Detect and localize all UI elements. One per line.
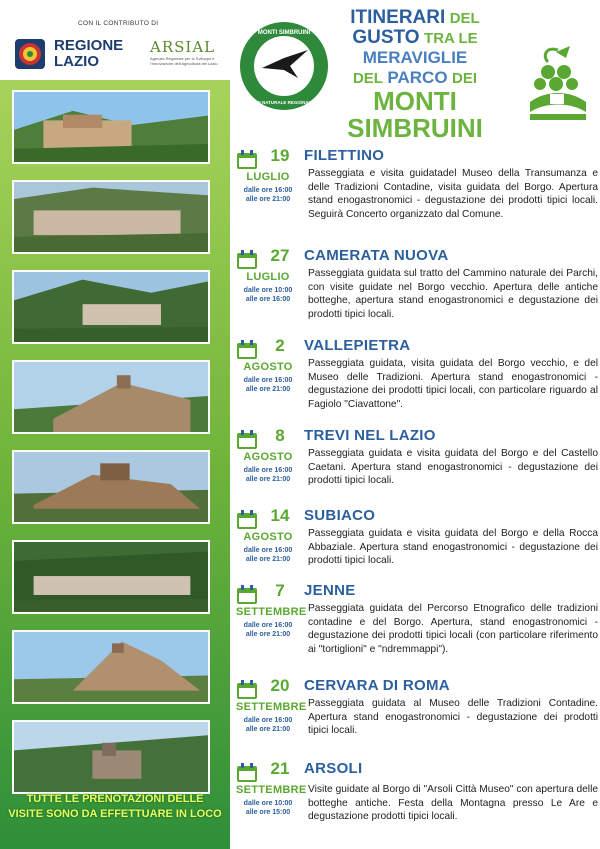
event-place: FILETTINO — [304, 147, 385, 164]
village-photo — [12, 90, 210, 164]
region-line1: REGIONE — [54, 37, 124, 54]
event-time-start: dalle ore 10:00 — [243, 287, 293, 294]
title-word: ITINERARI — [350, 7, 446, 28]
event-month: AGOSTO — [243, 531, 293, 543]
event-time-start: dalle ore 16:00 — [243, 717, 293, 724]
title-word: GUSTO — [352, 27, 420, 48]
booking-note — [0, 792, 230, 822]
event-time-end: alle ore 21:00 — [245, 631, 291, 638]
event-description: Passeggiata guidata e visita guidata del Borgo e della Rocca Abbaziale. Apertura stand enogastronomici - degustazione dei prodotti tipici locali. — [308, 528, 598, 566]
title-word: PARCO — [387, 68, 448, 87]
event-time-start: dalle ore 16:00 — [243, 377, 293, 384]
event-month: AGOSTO — [243, 451, 293, 463]
event-time — [236, 466, 300, 484]
region-line2: LAZIO — [54, 53, 99, 70]
page-title — [300, 8, 530, 142]
title-word: TRA LE — [424, 30, 478, 47]
title-word: SIMBRUINI — [347, 113, 483, 143]
park-logo-side-text: PARCO NATURALE REGIONALE DEI — [244, 100, 324, 105]
regione-lazio-name — [54, 38, 123, 70]
park-logo-top-text: MONTI SIMBRUINI — [257, 30, 311, 36]
calendar-icon — [236, 150, 258, 170]
event-day: 2 — [275, 336, 285, 355]
event-time — [236, 799, 300, 817]
event-description: Passeggiata guidata e visita guidata del Borgo e del Castello Caetani. Apertura stand enogastronomici - degustazione dei prodotti tipici locali. — [308, 448, 598, 486]
event-description: Visite guidate al Borgo di "Arsoli Città Museo" con apertura delle botteghe antiche. Festa della Montagna presso Le Are e degustazione prodotti tipici locali. — [308, 784, 598, 822]
village-photo — [12, 630, 210, 704]
event-place: CERVARA DI ROMA — [304, 677, 450, 694]
booking-note-line2: VISITE SONO DA EFFETTUARE IN LOCO — [8, 808, 222, 820]
event-description: Passeggiata guidata del Percorso Etnografico delle tradizioni contadine e del Borgo. Apertura, stand enogastronomici - degustazione dei prodotti tipici locali (con particolare riferimento ai "tortiglioni" e "ndremmappi"). — [308, 603, 598, 655]
title-word: DEI — [452, 70, 478, 87]
event-month: LUGLIO — [246, 271, 290, 283]
event-month: SETTEMBRE — [236, 701, 307, 713]
event-place: TREVI NEL LAZIO — [304, 427, 436, 444]
arsial-logo: ARSIAL — [150, 38, 216, 56]
calendar-icon — [236, 340, 258, 360]
event-place: CAMERATA NUOVA — [304, 247, 449, 264]
event-description: Passeggiata e visita guidatadel Museo della Transumanza e delle Tradizioni Contadine, visita guidata del Borgo. Apertura stand enogastronomici - degustazione dei prodotti tipici locali. Seguirà Concerto organizzato dal Comune. — [308, 168, 598, 220]
event-month: AGOSTO — [243, 361, 293, 373]
calendar-icon — [236, 680, 258, 700]
event-time — [236, 546, 300, 564]
event-day: 20 — [270, 676, 290, 695]
event-time-start: dalle ore 16:00 — [243, 622, 293, 629]
village-photo — [12, 540, 210, 614]
event-time-end: alle ore 21:00 — [245, 196, 291, 203]
event-month: SETTEMBRE — [236, 784, 307, 796]
event-time-end: alle ore 21:00 — [245, 476, 291, 483]
village-photo — [12, 360, 210, 434]
event-place: JENNE — [304, 582, 356, 599]
village-photo — [12, 180, 210, 254]
event-time-end: alle ore 21:00 — [245, 556, 291, 563]
event-time-start: dalle ore 16:00 — [243, 187, 293, 194]
event-description: Passeggiata guidata sul tratto del Cammino naturale dei Parchi, con visite guidate nel Borgo vecchio. Apertura delle antiche botteghe, apertura stand enogastronomici e degustazione dei prodotti tipici locali. — [308, 268, 598, 320]
calendar-icon — [236, 510, 258, 530]
event-time-end: alle ore 15:00 — [245, 809, 291, 816]
title-word: MONTI — [373, 86, 457, 116]
event-time-end: alle ore 21:00 — [245, 386, 291, 393]
event-description: Passeggiata guidata al Museo delle Tradizioni Contadine. Apertura stand enogastronomici - degustazione dei prodotti tipici locali. — [308, 698, 598, 736]
calendar-icon — [236, 763, 258, 783]
event-time — [236, 286, 300, 304]
sponsor-caption: CON IL CONTRIBUTO DI — [78, 20, 159, 27]
event-place: ARSOLI — [304, 760, 363, 777]
title-word: DEL — [352, 70, 383, 87]
sponsor-block — [0, 0, 230, 80]
booking-note-line1: TUTTE LE PRENOTAZIONI DELLE — [26, 793, 204, 805]
left-column — [0, 0, 230, 849]
arsial-subtitle: Agenzia Regionale per lo Sviluppo e l'Innovazione dell'Agricoltura del Lazio — [150, 56, 218, 66]
regione-lazio-emblem-icon — [14, 38, 46, 70]
event-day: 21 — [270, 759, 290, 778]
event-time — [236, 716, 300, 734]
event-day: 8 — [275, 426, 285, 445]
grape-countryside-logo-icon — [526, 42, 590, 134]
village-photo — [12, 720, 210, 794]
event-time — [236, 186, 300, 204]
calendar-icon — [236, 585, 258, 605]
event-time-end: alle ore 21:00 — [245, 726, 291, 733]
event-description: Passeggiata guidata, visita guidata del Borgo vecchio, e del Museo delle Tradizioni. Apertura stand enogastronomici - degustazione dei prodotti tipici locali, con particolare riguardo al Fagiolo "Ciavattone". — [308, 358, 598, 410]
event-day: 14 — [270, 506, 290, 525]
title-word: MERAVIGLIE — [362, 48, 468, 67]
village-photo — [12, 450, 210, 524]
title-word: DEL — [449, 10, 480, 27]
event-day: 27 — [270, 246, 290, 265]
event-place: VALLEPIETRA — [304, 337, 411, 354]
event-time-end: alle ore 16:00 — [245, 296, 291, 303]
event-day: 19 — [270, 146, 290, 165]
event-time-start: dalle ore 16:00 — [243, 467, 293, 474]
event-time — [236, 376, 300, 394]
event-day: 7 — [275, 581, 285, 600]
village-photo — [12, 270, 210, 344]
calendar-icon — [236, 430, 258, 450]
event-time-start: dalle ore 16:00 — [243, 547, 293, 554]
calendar-icon — [236, 250, 258, 270]
event-place: SUBIACO — [304, 507, 376, 524]
event-time — [236, 621, 300, 639]
event-month: LUGLIO — [246, 171, 290, 183]
event-month: SETTEMBRE — [236, 606, 307, 618]
event-time-start: dalle ore 10:00 — [243, 800, 293, 807]
